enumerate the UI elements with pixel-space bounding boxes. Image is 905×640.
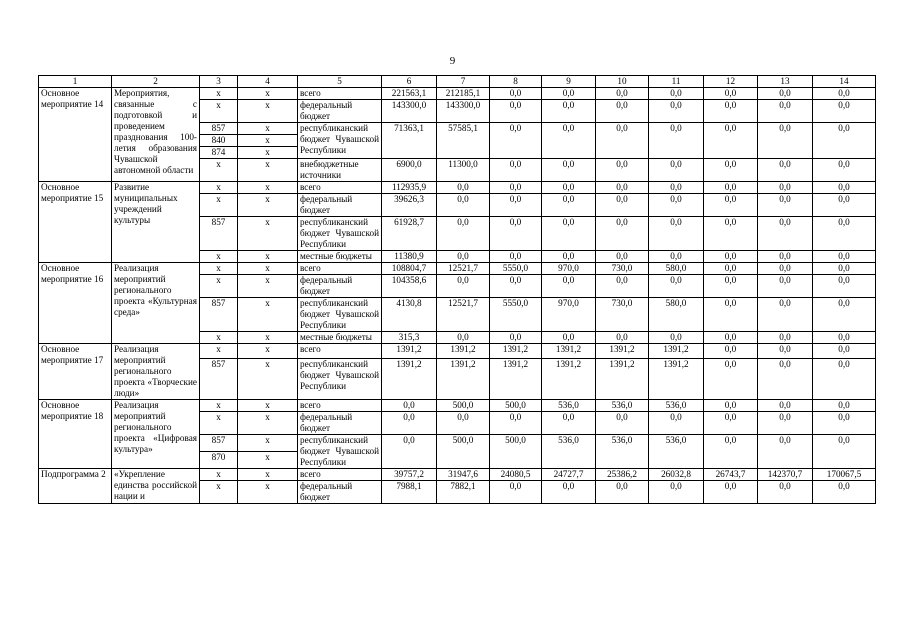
- code-cell: 870: [200, 452, 238, 469]
- value-cell: 0,0: [596, 251, 649, 263]
- funding-source: республиканский бюджет Чувашской Республики: [298, 358, 382, 399]
- code-cell: x: [200, 400, 238, 412]
- value-cell: 0,0: [596, 123, 649, 159]
- value-cell: 0,0: [813, 251, 876, 263]
- value-cell: 0,0: [813, 217, 876, 251]
- code-cell-2: x: [238, 123, 298, 135]
- value-cell: 108804,7: [382, 263, 437, 275]
- value-cell: 0,0: [704, 194, 758, 217]
- value-cell: 0,0: [649, 251, 704, 263]
- funding-source: всего: [298, 400, 382, 412]
- funding-source: всего: [298, 88, 382, 100]
- code-cell-2: x: [238, 344, 298, 359]
- value-cell: 0,0: [382, 400, 437, 412]
- value-cell: 0,0: [437, 251, 490, 263]
- value-cell: 0,0: [813, 481, 876, 504]
- column-header-9: 9: [542, 76, 596, 88]
- value-cell: 0,0: [758, 344, 813, 359]
- column-header-7: 7: [437, 76, 490, 88]
- column-header-5: 5: [298, 76, 382, 88]
- value-cell: 1391,2: [382, 358, 437, 399]
- value-cell: 0,0: [758, 100, 813, 123]
- measure-name: Основное мероприятие 15: [39, 182, 112, 263]
- value-cell: 0,0: [813, 159, 876, 182]
- measure-description: Реализация мероприятий регионального проекта «Культурная среда»: [112, 263, 200, 344]
- value-cell: 61928,7: [382, 217, 437, 251]
- value-cell: 12521,7: [437, 298, 490, 332]
- value-cell: 112935,9: [382, 182, 437, 194]
- value-cell: 0,0: [542, 100, 596, 123]
- code-cell: x: [200, 88, 238, 100]
- value-cell: 31947,6: [437, 469, 490, 481]
- column-header-13: 13: [758, 76, 813, 88]
- value-cell: 0,0: [490, 217, 542, 251]
- value-cell: 1391,2: [490, 344, 542, 359]
- value-cell: 1391,2: [437, 344, 490, 359]
- funding-source: республиканский бюджет Чувашской Республики: [298, 298, 382, 332]
- column-header-10: 10: [596, 76, 649, 88]
- measure-description: Реализация мероприятий регионального проекта «Творческие люди»: [112, 344, 200, 400]
- value-cell: 71363,1: [382, 123, 437, 159]
- value-cell: 221563,1: [382, 88, 437, 100]
- measure-name: Подпрограмма 2: [39, 469, 112, 504]
- value-cell: 0,0: [596, 88, 649, 100]
- table-row: [39, 344, 876, 359]
- code-cell: 840: [200, 135, 238, 147]
- value-cell: 104358,6: [382, 275, 437, 298]
- value-cell: 11300,0: [437, 159, 490, 182]
- funding-source: республиканский бюджет Чувашской Республики: [298, 123, 382, 159]
- value-cell: 0,0: [704, 344, 758, 359]
- code-cell: 857: [200, 435, 238, 452]
- value-cell: 0,0: [649, 123, 704, 159]
- funding-source: федеральный бюджет: [298, 412, 382, 435]
- column-header-6: 6: [382, 76, 437, 88]
- measure-description: Реализация мероприятий регионального проекта «Цифровая культура»: [112, 400, 200, 469]
- code-cell-2: x: [238, 481, 298, 504]
- value-cell: 24080,5: [490, 469, 542, 481]
- code-cell: x: [200, 275, 238, 298]
- value-cell: 0,0: [382, 412, 437, 435]
- value-cell: 0,0: [596, 275, 649, 298]
- value-cell: 0,0: [649, 88, 704, 100]
- code-cell-2: x: [238, 194, 298, 217]
- value-cell: 0,0: [813, 182, 876, 194]
- value-cell: 1391,2: [596, 344, 649, 359]
- value-cell: 0,0: [758, 275, 813, 298]
- value-cell: 1391,2: [542, 344, 596, 359]
- funding-source: местные бюджеты: [298, 251, 382, 263]
- value-cell: 1391,2: [490, 358, 542, 399]
- value-cell: 0,0: [490, 251, 542, 263]
- value-cell: 0,0: [758, 194, 813, 217]
- code-cell: x: [200, 412, 238, 435]
- value-cell: 0,0: [704, 251, 758, 263]
- value-cell: 0,0: [490, 123, 542, 159]
- value-cell: 212185,1: [437, 88, 490, 100]
- value-cell: 0,0: [813, 263, 876, 275]
- value-cell: 0,0: [542, 412, 596, 435]
- value-cell: 12521,7: [437, 263, 490, 275]
- value-cell: 0,0: [813, 400, 876, 412]
- value-cell: 0,0: [813, 344, 876, 359]
- table-row: [39, 263, 876, 275]
- value-cell: 0,0: [437, 182, 490, 194]
- value-cell: 536,0: [542, 435, 596, 469]
- value-cell: 0,0: [758, 159, 813, 182]
- code-cell-2: x: [238, 358, 298, 399]
- funding-source: республиканский бюджет Чувашской Республики: [298, 435, 382, 469]
- value-cell: 0,0: [490, 182, 542, 194]
- value-cell: 0,0: [813, 88, 876, 100]
- value-cell: 0,0: [596, 217, 649, 251]
- value-cell: 6900,0: [382, 159, 437, 182]
- value-cell: 0,0: [813, 412, 876, 435]
- code-cell: x: [200, 194, 238, 217]
- value-cell: 0,0: [704, 298, 758, 332]
- code-cell: x: [200, 332, 238, 344]
- value-cell: 500,0: [490, 435, 542, 469]
- value-cell: 0,0: [542, 275, 596, 298]
- value-cell: 0,0: [704, 332, 758, 344]
- table-row: [39, 400, 876, 412]
- measure-name: Основное мероприятие 17: [39, 344, 112, 400]
- measure-description: «Укрепление единства российской нации и: [112, 469, 200, 504]
- code-cell-2: x: [238, 217, 298, 251]
- value-cell: 0,0: [649, 159, 704, 182]
- value-cell: 500,0: [490, 400, 542, 412]
- funding-source: всего: [298, 469, 382, 481]
- measure-name: Основное мероприятие 14: [39, 88, 112, 182]
- value-cell: 0,0: [813, 123, 876, 159]
- value-cell: 1391,2: [649, 344, 704, 359]
- value-cell: 0,0: [758, 332, 813, 344]
- code-cell-2: x: [238, 435, 298, 452]
- code-cell-2: x: [238, 469, 298, 481]
- value-cell: 0,0: [542, 332, 596, 344]
- value-cell: 0,0: [382, 435, 437, 469]
- column-header-3: 3: [200, 76, 238, 88]
- value-cell: 0,0: [490, 100, 542, 123]
- value-cell: 0,0: [758, 263, 813, 275]
- code-cell-2: x: [238, 452, 298, 469]
- value-cell: 0,0: [813, 298, 876, 332]
- table-row: [39, 182, 876, 194]
- value-cell: 730,0: [596, 263, 649, 275]
- value-cell: 0,0: [596, 182, 649, 194]
- value-cell: 57585,1: [437, 123, 490, 159]
- value-cell: 0,0: [649, 217, 704, 251]
- value-cell: 0,0: [649, 182, 704, 194]
- value-cell: 536,0: [649, 435, 704, 469]
- code-cell-2: x: [238, 147, 298, 159]
- value-cell: 0,0: [704, 100, 758, 123]
- code-cell: 874: [200, 147, 238, 159]
- column-header-8: 8: [490, 76, 542, 88]
- value-cell: 39626,3: [382, 194, 437, 217]
- value-cell: 39757,2: [382, 469, 437, 481]
- page-number: 9: [449, 55, 456, 67]
- value-cell: 0,0: [704, 182, 758, 194]
- code-cell-2: x: [238, 412, 298, 435]
- value-cell: 0,0: [596, 100, 649, 123]
- value-cell: 26743,7: [704, 469, 758, 481]
- value-cell: 0,0: [596, 159, 649, 182]
- value-cell: 5550,0: [490, 263, 542, 275]
- value-cell: 536,0: [649, 400, 704, 412]
- value-cell: 5550,0: [490, 298, 542, 332]
- value-cell: 0,0: [704, 275, 758, 298]
- column-header-1: 1: [39, 76, 112, 88]
- value-cell: 0,0: [758, 298, 813, 332]
- code-cell: x: [200, 182, 238, 194]
- value-cell: 970,0: [542, 263, 596, 275]
- funding-source: федеральный бюджет: [298, 100, 382, 123]
- code-cell: x: [200, 100, 238, 123]
- code-cell: x: [200, 481, 238, 504]
- code-cell-2: x: [238, 182, 298, 194]
- value-cell: 11380,9: [382, 251, 437, 263]
- value-cell: 0,0: [596, 412, 649, 435]
- funding-source: местные бюджеты: [298, 332, 382, 344]
- value-cell: 1391,2: [596, 358, 649, 399]
- column-header-11: 11: [649, 76, 704, 88]
- value-cell: 970,0: [542, 298, 596, 332]
- value-cell: 0,0: [596, 194, 649, 217]
- value-cell: 0,0: [758, 182, 813, 194]
- code-cell-2: x: [238, 400, 298, 412]
- value-cell: 0,0: [758, 435, 813, 469]
- value-cell: 0,0: [490, 412, 542, 435]
- value-cell: 1391,2: [649, 358, 704, 399]
- measure-name: Основное мероприятие 16: [39, 263, 112, 344]
- value-cell: 0,0: [542, 481, 596, 504]
- value-cell: 0,0: [596, 481, 649, 504]
- column-header-12: 12: [704, 76, 758, 88]
- budget-table: [38, 75, 876, 504]
- value-cell: 0,0: [704, 435, 758, 469]
- value-cell: 0,0: [490, 194, 542, 217]
- value-cell: 0,0: [649, 275, 704, 298]
- value-cell: 0,0: [490, 481, 542, 504]
- value-cell: 24727,7: [542, 469, 596, 481]
- code-cell-2: x: [238, 88, 298, 100]
- value-cell: 0,0: [704, 263, 758, 275]
- value-cell: 0,0: [437, 275, 490, 298]
- code-cell: x: [200, 159, 238, 182]
- value-cell: 0,0: [704, 358, 758, 399]
- code-cell: x: [200, 469, 238, 481]
- value-cell: 0,0: [542, 194, 596, 217]
- code-cell: x: [200, 344, 238, 359]
- value-cell: 0,0: [649, 332, 704, 344]
- table-row: [39, 88, 876, 100]
- value-cell: 580,0: [649, 298, 704, 332]
- value-cell: 0,0: [758, 400, 813, 412]
- value-cell: 500,0: [437, 435, 490, 469]
- value-cell: 0,0: [542, 88, 596, 100]
- value-cell: 536,0: [596, 435, 649, 469]
- value-cell: 0,0: [704, 88, 758, 100]
- value-cell: 0,0: [813, 275, 876, 298]
- column-header-2: 2: [112, 76, 200, 88]
- value-cell: 0,0: [758, 412, 813, 435]
- value-cell: 0,0: [758, 88, 813, 100]
- value-cell: 0,0: [704, 217, 758, 251]
- code-cell: 857: [200, 217, 238, 251]
- value-cell: 0,0: [758, 123, 813, 159]
- value-cell: 0,0: [542, 159, 596, 182]
- code-cell-2: x: [238, 251, 298, 263]
- value-cell: 0,0: [649, 412, 704, 435]
- value-cell: 25386,2: [596, 469, 649, 481]
- code-cell: x: [200, 251, 238, 263]
- value-cell: 170067,5: [813, 469, 876, 481]
- value-cell: 0,0: [758, 217, 813, 251]
- code-cell-2: x: [238, 263, 298, 275]
- value-cell: 7882,1: [437, 481, 490, 504]
- code-cell-2: x: [238, 135, 298, 147]
- value-cell: 0,0: [437, 217, 490, 251]
- measure-description: Мероприятия, связанные с подготовкой и проведением празднования 100-летия образования Чувашской автономной области: [112, 88, 200, 182]
- value-cell: 0,0: [758, 358, 813, 399]
- value-cell: 0,0: [649, 481, 704, 504]
- funding-source: всего: [298, 263, 382, 275]
- value-cell: 0,0: [704, 123, 758, 159]
- value-cell: 0,0: [490, 332, 542, 344]
- code-cell-2: x: [238, 332, 298, 344]
- value-cell: 0,0: [649, 194, 704, 217]
- value-cell: 0,0: [542, 182, 596, 194]
- value-cell: 1391,2: [382, 344, 437, 359]
- funding-source: федеральный бюджет: [298, 275, 382, 298]
- measure-name: Основное мероприятие 18: [39, 400, 112, 469]
- value-cell: 0,0: [542, 217, 596, 251]
- value-cell: 580,0: [649, 263, 704, 275]
- value-cell: 0,0: [813, 358, 876, 399]
- value-cell: 143300,0: [382, 100, 437, 123]
- header-row: [39, 76, 876, 88]
- value-cell: 315,3: [382, 332, 437, 344]
- value-cell: 536,0: [596, 400, 649, 412]
- value-cell: 500,0: [437, 400, 490, 412]
- funding-source: всего: [298, 344, 382, 359]
- funding-source: республиканский бюджет Чувашской Республики: [298, 217, 382, 251]
- value-cell: 0,0: [437, 194, 490, 217]
- table-row: [39, 469, 876, 481]
- value-cell: 0,0: [704, 412, 758, 435]
- code-cell: 857: [200, 123, 238, 135]
- value-cell: 730,0: [596, 298, 649, 332]
- code-cell: 857: [200, 298, 238, 332]
- value-cell: 142370,7: [758, 469, 813, 481]
- value-cell: 4130,8: [382, 298, 437, 332]
- value-cell: 0,0: [813, 100, 876, 123]
- code-cell: x: [200, 263, 238, 275]
- code-cell-2: x: [238, 159, 298, 182]
- value-cell: 0,0: [490, 88, 542, 100]
- code-cell-2: x: [238, 275, 298, 298]
- code-cell-2: x: [238, 100, 298, 123]
- value-cell: 0,0: [649, 100, 704, 123]
- value-cell: 1391,2: [437, 358, 490, 399]
- value-cell: 536,0: [542, 400, 596, 412]
- value-cell: 0,0: [704, 159, 758, 182]
- value-cell: 0,0: [596, 332, 649, 344]
- value-cell: 143300,0: [437, 100, 490, 123]
- value-cell: 0,0: [813, 332, 876, 344]
- value-cell: 0,0: [437, 412, 490, 435]
- value-cell: 0,0: [490, 275, 542, 298]
- measure-description: Развитие муниципальных учреждений культуры: [112, 182, 200, 263]
- value-cell: 0,0: [704, 481, 758, 504]
- value-cell: 0,0: [758, 481, 813, 504]
- funding-source: внебюджетные источники: [298, 159, 382, 182]
- value-cell: 0,0: [542, 123, 596, 159]
- value-cell: 0,0: [704, 400, 758, 412]
- value-cell: 7988,1: [382, 481, 437, 504]
- funding-source: федеральный бюджет: [298, 481, 382, 504]
- value-cell: 1391,2: [542, 358, 596, 399]
- value-cell: 0,0: [758, 251, 813, 263]
- code-cell-2: x: [238, 298, 298, 332]
- value-cell: 0,0: [490, 159, 542, 182]
- column-header-14: 14: [813, 76, 876, 88]
- value-cell: 0,0: [542, 251, 596, 263]
- code-cell: 857: [200, 358, 238, 399]
- column-header-4: 4: [238, 76, 298, 88]
- value-cell: 0,0: [813, 194, 876, 217]
- funding-source: федеральный бюджет: [298, 194, 382, 217]
- value-cell: 0,0: [437, 332, 490, 344]
- value-cell: 0,0: [813, 435, 876, 469]
- value-cell: 26032,8: [649, 469, 704, 481]
- funding-source: всего: [298, 182, 382, 194]
